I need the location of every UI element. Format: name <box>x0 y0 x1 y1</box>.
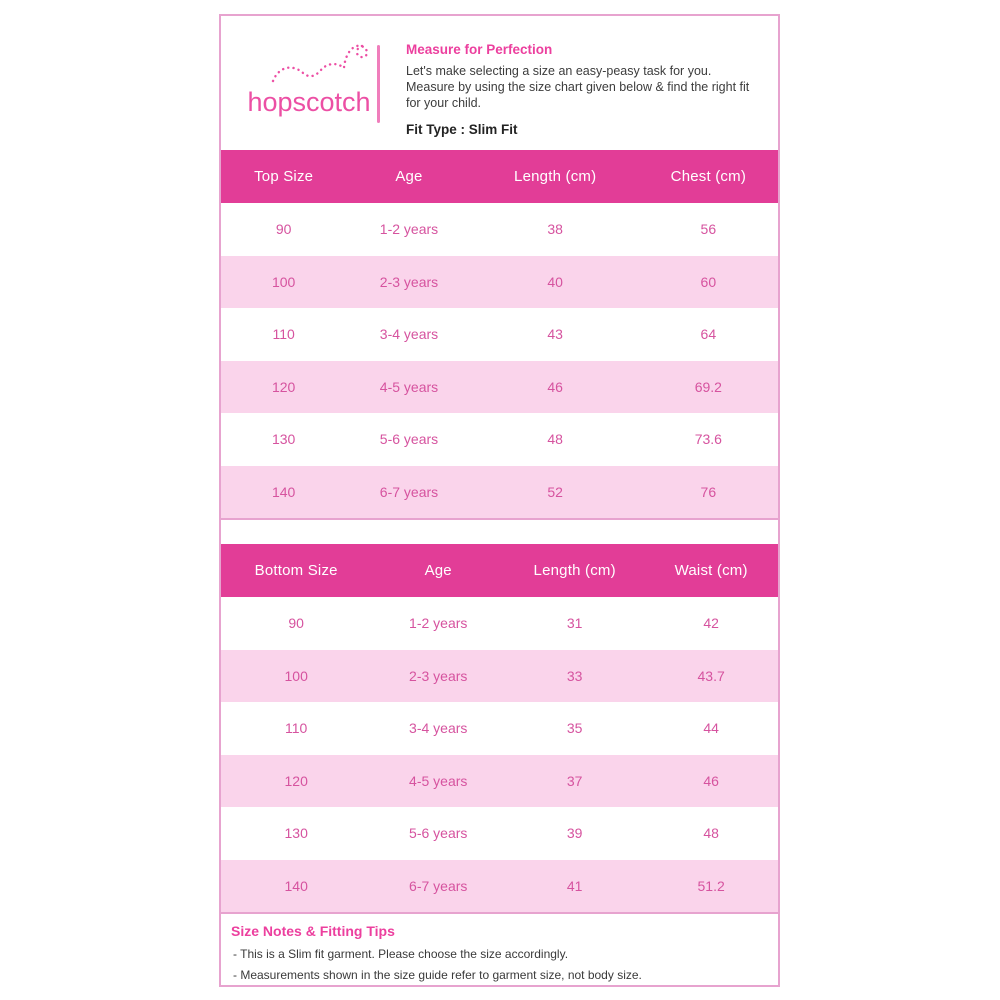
table-cell: 41 <box>566 877 583 894</box>
column-header-bottom-size: Bottom Size <box>254 562 338 579</box>
fit-type-label: Fit Type : Slim Fit <box>406 122 518 138</box>
table-row <box>221 413 778 466</box>
table-row <box>221 860 778 913</box>
column-header-waist: Waist (cm) <box>674 562 748 579</box>
column-header-length: Length (cm) <box>533 562 616 579</box>
table-gap <box>221 520 778 544</box>
table-cell: 39 <box>566 825 583 842</box>
table-row <box>221 361 778 414</box>
table-cell: 48 <box>703 825 719 842</box>
table-cell: 48 <box>547 431 563 448</box>
table-row <box>221 466 778 519</box>
table-cell: 51.2 <box>697 877 725 894</box>
tops-table-header-row <box>221 150 778 203</box>
header-description-line2: Measure by using the size chart given below & find the right fit for your child. <box>406 79 750 110</box>
table-cell: 130 <box>271 431 296 448</box>
table-cell: 140 <box>284 877 308 894</box>
table-cell: 100 <box>284 667 308 684</box>
size-note: - Measurements shown in the size guide refer to garment size, not body size. <box>233 968 642 982</box>
table-row <box>221 256 778 309</box>
logo-wordmark: hopscotch <box>247 87 371 117</box>
size-note: - This is a Slim fit garment. Please choose the size accordingly. <box>233 947 569 961</box>
table-cell: 52 <box>547 483 563 500</box>
table-cell: 40 <box>547 273 563 290</box>
table-cell: 33 <box>566 667 583 684</box>
table-cell: 37 <box>566 772 583 789</box>
column-header-age: Age <box>424 562 452 579</box>
table-cell: 44 <box>703 720 719 737</box>
table-cell: 42 <box>703 615 719 632</box>
bottoms-table-header-row <box>221 544 778 597</box>
brand-header <box>221 16 778 150</box>
table-cell: 6-7 years <box>409 877 468 894</box>
tops-table-body <box>221 203 778 518</box>
table-cell: 76 <box>700 483 717 500</box>
table-cell: 4-5 years <box>379 378 439 395</box>
table-cell: 2-3 years <box>379 273 439 290</box>
table-cell: 110 <box>272 326 295 343</box>
header-text-block <box>406 16 753 137</box>
table-cell: 4-5 years <box>409 772 468 789</box>
column-header-age: Age <box>395 168 423 185</box>
table-cell: 31 <box>566 615 583 632</box>
table-cell: 64 <box>700 326 717 343</box>
table-cell: 38 <box>547 221 563 238</box>
table-row <box>221 597 778 650</box>
table-cell: 5-6 years <box>409 825 468 842</box>
table-cell: 1-2 years <box>409 615 468 632</box>
table-row <box>221 755 778 808</box>
header-title: Measure for Perfection <box>406 42 553 57</box>
table-cell: 6-7 years <box>379 483 439 500</box>
table-row <box>221 807 778 860</box>
table-cell: 3-4 years <box>409 720 468 737</box>
table-cell: 110 <box>285 720 308 737</box>
table-cell: 60 <box>700 273 717 290</box>
size-notes-section <box>221 912 778 987</box>
column-header-chest: Chest (cm) <box>670 168 747 185</box>
bottoms-table-body <box>221 597 778 912</box>
table-cell: 69.2 <box>694 378 722 395</box>
table-cell: 120 <box>271 378 296 395</box>
table-cell: 73.6 <box>694 431 722 448</box>
table-row <box>221 308 778 361</box>
logo-dotted-arc <box>273 46 367 81</box>
logo-wrap <box>245 16 377 128</box>
table-cell: 46 <box>703 772 719 789</box>
size-notes-title: Size Notes & Fitting Tips <box>231 923 395 939</box>
table-cell: 56 <box>700 221 717 238</box>
column-header-length: Length (cm) <box>514 168 597 185</box>
table-cell: 100 <box>271 273 296 290</box>
tops-size-table <box>221 150 778 520</box>
column-header-top-size: Top Size <box>254 168 314 185</box>
table-cell: 90 <box>275 221 292 238</box>
table-cell: 5-6 years <box>379 431 439 448</box>
hopscotch-logo-icon <box>245 38 377 128</box>
table-cell: 35 <box>566 720 583 737</box>
table-cell: 43 <box>547 326 563 343</box>
table-cell: 2-3 years <box>409 667 468 684</box>
table-cell: 43.7 <box>697 667 725 684</box>
table-cell: 130 <box>284 825 308 842</box>
table-row <box>221 702 778 755</box>
size-chart-card <box>219 14 780 987</box>
header-description-line1: Let's make selecting a size an easy-peasy task for you. <box>406 64 712 78</box>
table-cell: 140 <box>271 483 296 500</box>
table-cell: 3-4 years <box>379 326 439 343</box>
table-cell: 90 <box>288 615 304 632</box>
bottoms-size-table <box>221 544 778 912</box>
table-cell: 1-2 years <box>379 221 439 238</box>
table-row <box>221 650 778 703</box>
table-cell: 46 <box>547 378 563 395</box>
vertical-divider <box>377 45 380 123</box>
table-row <box>221 203 778 256</box>
table-cell: 120 <box>284 772 308 789</box>
